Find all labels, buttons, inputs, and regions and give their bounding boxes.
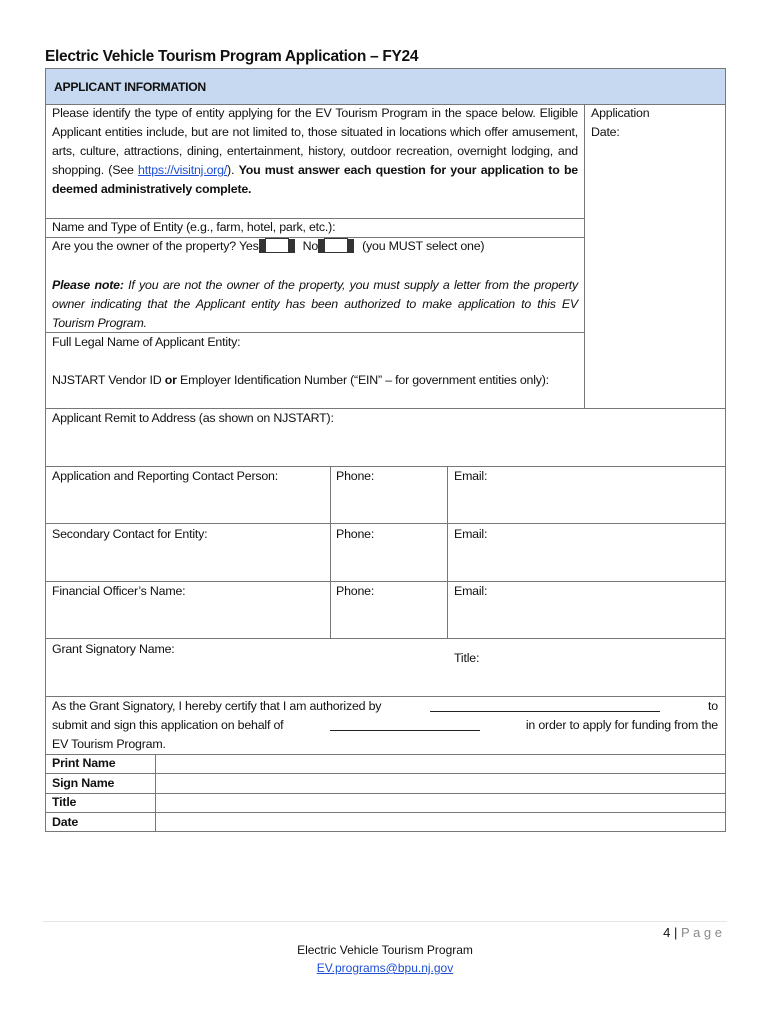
- contact-email[interactable]: Email:: [454, 584, 488, 598]
- contact-phone[interactable]: Phone:: [336, 527, 375, 541]
- intro-bold: You must answer each question for your application to be deemed administratively complete.: [52, 163, 579, 196]
- on-behalf-of-field[interactable]: [330, 718, 480, 731]
- divider: [45, 638, 726, 639]
- page-number: 4 | P a g e: [663, 925, 722, 940]
- application-date-label: Application Date:: [591, 106, 650, 139]
- sign-name-label: Sign Name: [52, 776, 115, 790]
- title-field[interactable]: [156, 794, 725, 812]
- contact-phone[interactable]: Phone:: [336, 584, 375, 598]
- remit-address-label[interactable]: Applicant Remit to Address (as shown on NJSTART):: [52, 411, 334, 425]
- contact-email[interactable]: Email:: [454, 527, 488, 541]
- divider: [447, 466, 448, 638]
- owner-no-checkbox[interactable]: [324, 238, 348, 252]
- section-header-label: APPLICANT INFORMATION: [54, 80, 206, 94]
- date-label: Date: [52, 815, 79, 829]
- title-label: Title: [52, 795, 77, 809]
- legal-name-label[interactable]: Full Legal Name of Applicant Entity:: [52, 335, 241, 349]
- section-header: [45, 68, 726, 105]
- certification-text: As the Grant Signatory, I hereby certify that I am authorized by to submit and sign this application on behalf of in order to apply for funding from the EV Tourism Program.: [52, 699, 718, 751]
- grant-signatory-title[interactable]: Title:: [454, 651, 480, 665]
- divider: [330, 466, 331, 638]
- visitnj-link[interactable]: https://visitnj.org/: [138, 163, 228, 177]
- divider: [45, 523, 726, 524]
- document-title: Electric Vehicle Tourism Program Application – FY24: [45, 48, 419, 65]
- owner-question: Are you the owner of the property? Yes No (you MUST select one): [52, 239, 485, 253]
- authorized-by-field[interactable]: [430, 699, 660, 712]
- sign-name-field[interactable]: [156, 774, 725, 792]
- footer-divider: [43, 921, 727, 922]
- divider: [584, 104, 585, 409]
- date-field[interactable]: [156, 813, 725, 831]
- footer-program: Electric Vehicle Tourism Program: [297, 943, 473, 957]
- footer-email-wrap: [0, 961, 770, 975]
- contact-label[interactable]: Application and Reporting Contact Person:: [52, 469, 278, 483]
- vendor-id-label[interactable]: NJSTART Vendor ID or Employer Identification Number (“EIN” – for government entities only):: [52, 373, 549, 387]
- grant-signatory-label[interactable]: Grant Signatory Name:: [52, 642, 175, 656]
- footer-email-link[interactable]: EV.programs@bpu.nj.gov: [316, 961, 454, 975]
- contact-label[interactable]: Secondary Contact for Entity:: [52, 527, 208, 541]
- contact-email[interactable]: Email:: [454, 469, 488, 483]
- contact-label[interactable]: Financial Officer’s Name:: [52, 584, 186, 598]
- please-note: Please note: If you are not the owner of the property, you must supply a letter from the property owner indicating that the Applicant entity has been authorized to make application to this EV Tourism Program.: [52, 278, 578, 330]
- name-type-label[interactable]: Name and Type of Entity (e.g., farm, hotel, park, etc.):: [52, 220, 336, 234]
- print-name-field[interactable]: [156, 755, 725, 773]
- owner-yes-checkbox[interactable]: [265, 238, 289, 252]
- contact-phone[interactable]: Phone:: [336, 469, 375, 483]
- print-name-label: Print Name: [52, 756, 116, 770]
- intro-text: Please identify the type of entity applying for the EV Tourism Program in the space below. Eligible Applicant entities include, but are not limited to, those situated in locations which offer amusement, arts, culture, attractions, dining, entertainment, history, outdoor recreation, overnight lodging, and shopping. (See https://visitnj.org/). You must answer each question for your application to be deemed administratively complete.: [52, 106, 579, 196]
